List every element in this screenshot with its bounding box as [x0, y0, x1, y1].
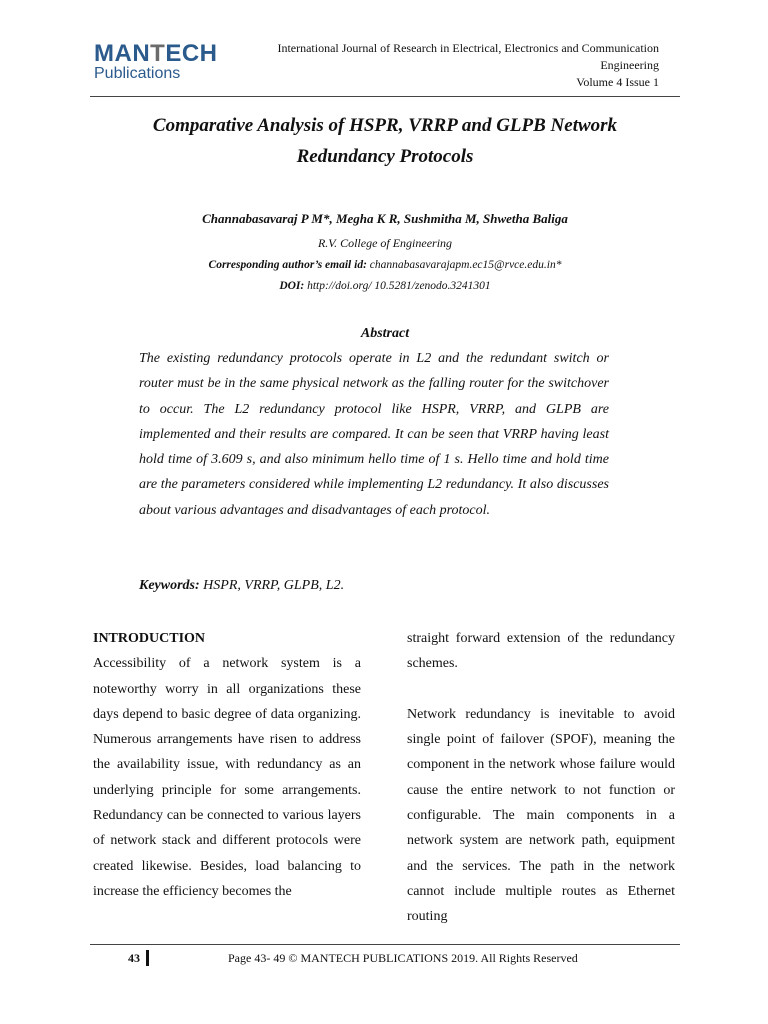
journal-name-line1: International Journal of Research in Electrical, Electronics and Communication — [277, 41, 659, 55]
paper-title-line2: Redundancy Protocols — [296, 146, 474, 167]
abstract-text: The existing redundancy protocols operate in L2 and the redundant switch or router must be in the same physical network as the falling router for the switchover to occur. The L2 redundancy protocol like HSPR, VRRP, and GLPB are implemented and their results are compared. It can be seen that VRRP having least hold time of 3.609 s, and also minimum hello time of 1 s. Hello time and hold time are the parameters considered while implementing L2 redundancy. It also discusses about various advantages and disadvantages of each protocol. — [139, 351, 609, 518]
affiliation: R.V. College of Engineering — [317, 236, 453, 250]
corresponding-author — [90, 259, 680, 271]
left-column — [93, 626, 361, 904]
journal-header — [239, 40, 659, 91]
doi-link[interactable]: http://doi.org/ 10.5281/zenodo.3241301 — [307, 280, 491, 292]
keywords-value: HSPR, VRRP, GLPB, L2. — [203, 578, 345, 593]
paragraph-gap — [407, 677, 675, 702]
page-number-bar — [146, 950, 149, 966]
footer-copyright: Page 43- 49 © MANTECH PUBLICATIONS 2019. All Rights Reserved — [228, 951, 578, 965]
intro-paragraph-right-1: straight forward extension of the redundancy schemes. — [407, 631, 675, 672]
intro-paragraph-right-2: Network redundancy is inevitable to avoid single point of failover (SPOF), meaning the component in the network whose failure would cause the entire network to not function or configurable. The main components in a network system are network path, equipment and the services. The path in the network cannot include multiple routes as Ethernet routing — [407, 706, 675, 925]
doi-label: DOI: — [279, 280, 305, 292]
paper-title-line1: Comparative Analysis of HSPR, VRRP and GLPB Network — [152, 115, 618, 136]
section-heading-introduction: INTRODUCTION — [93, 631, 206, 646]
keywords-label: Keywords: — [139, 578, 200, 593]
abstract-heading: Abstract — [360, 326, 410, 341]
corresponding-label: Corresponding author’s email id: — [208, 259, 367, 271]
journal-volume: Volume 4 Issue 1 — [576, 75, 659, 89]
header-divider — [90, 96, 680, 97]
doi — [90, 280, 680, 292]
journal-name-line2: Engineering — [600, 58, 659, 72]
paper-title — [90, 110, 680, 172]
authors: Channabasavaraj P M*, Megha K R, Sushmitha M, Shwetha Baliga — [202, 211, 568, 226]
right-column — [407, 626, 675, 930]
logo-subtitle: Publications — [94, 65, 181, 82]
publisher-logo — [94, 40, 218, 83]
intro-paragraph-left: Accessibility of a network system is a noteworthy worry in all organizations these days depend to basic degree of data organizing. Numerous arrangements have risen to address the availability issue, with redundancy as an underlying principle for some arrangements. Redundancy can be connected to various layers of network stack and different protocols were created likewise. Besides, load balancing to increase the efficiency becomes the — [93, 656, 361, 899]
keywords — [139, 578, 609, 594]
corresponding-email[interactable]: channabasavarajapm.ec15@rvce.edu.in* — [369, 259, 562, 271]
logo-wordmark: MANTECH — [94, 40, 218, 67]
page-number: 43 — [128, 951, 140, 965]
footer-divider — [90, 944, 680, 945]
